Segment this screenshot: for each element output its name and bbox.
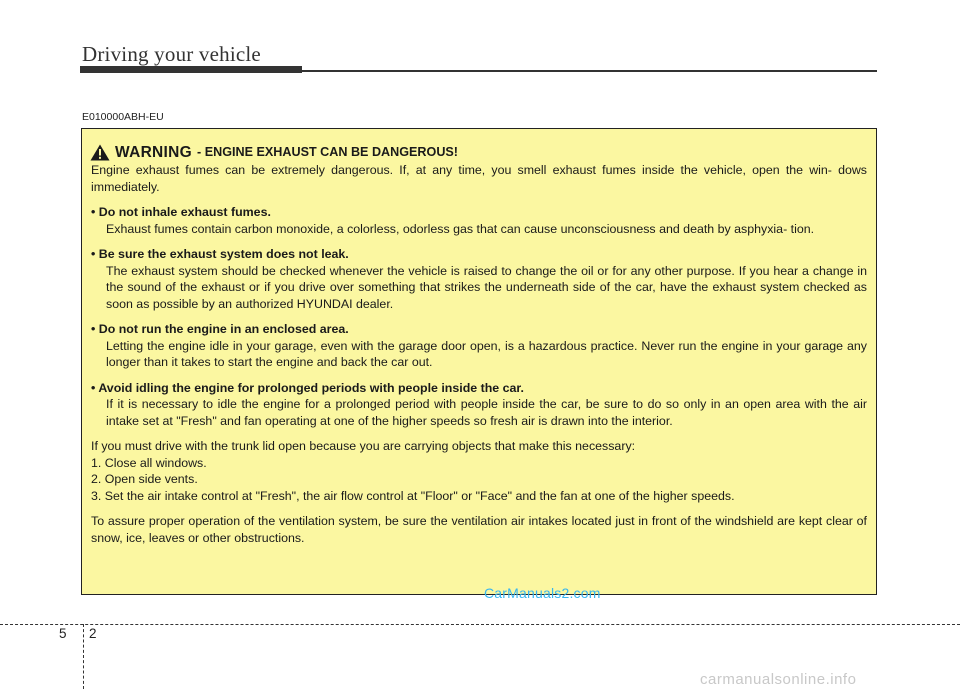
header-rule-thick [80,66,302,73]
section-code: E010000ABH-EU [82,111,164,123]
bullet-text: Letting the engine idle in your garage, even with the garage door open, is a hazardous practice. Never run the engine in your garage any longer than it takes to start the engine and back the car out. [106,338,867,369]
section-number: 5 [59,626,67,641]
bullet-text: If it is necessary to idle the engine for a prolonged period with people inside the car, be sure to do so only in an open area with the air intake set at "Fresh" and fan operating at one of the higher speeds so fresh air is drawn into the interior. [106,397,867,428]
closing-paragraph: To assure proper operation of the ventilation system, be sure the ventilation air intakes located just in front of the windshield are kept clear of snow, ice, leaves or other obstructions. [91,514,867,545]
bullet-text: Exhaust fumes contain carbon monoxide, a colorless, odorless gas that can cause unconsciousness and death by asphyxia- tion. [106,221,815,236]
bullet-heading: • Be sure the exhaust system does not leak. [91,247,349,261]
step-item: 1. Close all windows. [91,455,207,470]
step-item: 2. Open side vents. [91,472,198,486]
bullet-heading: • Avoid idling the engine for prolonged periods with people inside the car. [91,380,524,395]
warning-intro: Engine exhaust fumes can be extremely dangerous. If, at any time, you smell exhaust fumes inside the vehicle, open the win- dows immediately. [91,163,867,194]
bullet-text: The exhaust system should be checked whenever the vehicle is raised to change the oil or for any other purpose. If you hear a change in the sound of the exhaust or if you drive over something that strikes the underneath side of the car, have the exhaust system checked as soon as possible by an authorized HYUNDAI dealer. [106,263,867,311]
trunk-intro: If you must drive with the trunk lid open because you are carrying objects that make this necessary: [91,439,636,453]
warning-triangle-icon [90,144,110,161]
warning-box [81,128,877,595]
warning-subtitle: - ENGINE EXHAUST CAN BE DANGEROUS! [197,144,459,159]
page-header-title: Driving your vehicle [82,42,261,66]
footer-vertical-divider [83,624,84,689]
bullet-heading: • Do not inhale exhaust fumes. [91,205,271,219]
warning-title: WARNING [115,143,193,161]
header-rule-thin [302,70,877,72]
warning-content [91,143,867,546]
footer-divider [0,624,960,625]
bullet-heading: • Do not run the engine in an enclosed area. [91,322,349,336]
page-number: 2 [89,626,97,641]
watermark-link[interactable]: CarManuals2.com [484,585,601,601]
warning-heading [91,143,867,161]
footer-watermark: carmanualsonline.info [700,671,857,688]
step-item: 3. Set the air intake control at "Fresh", the air flow control at "Floor" or "Face" and the fan at one of the higher speeds. [91,488,735,503]
